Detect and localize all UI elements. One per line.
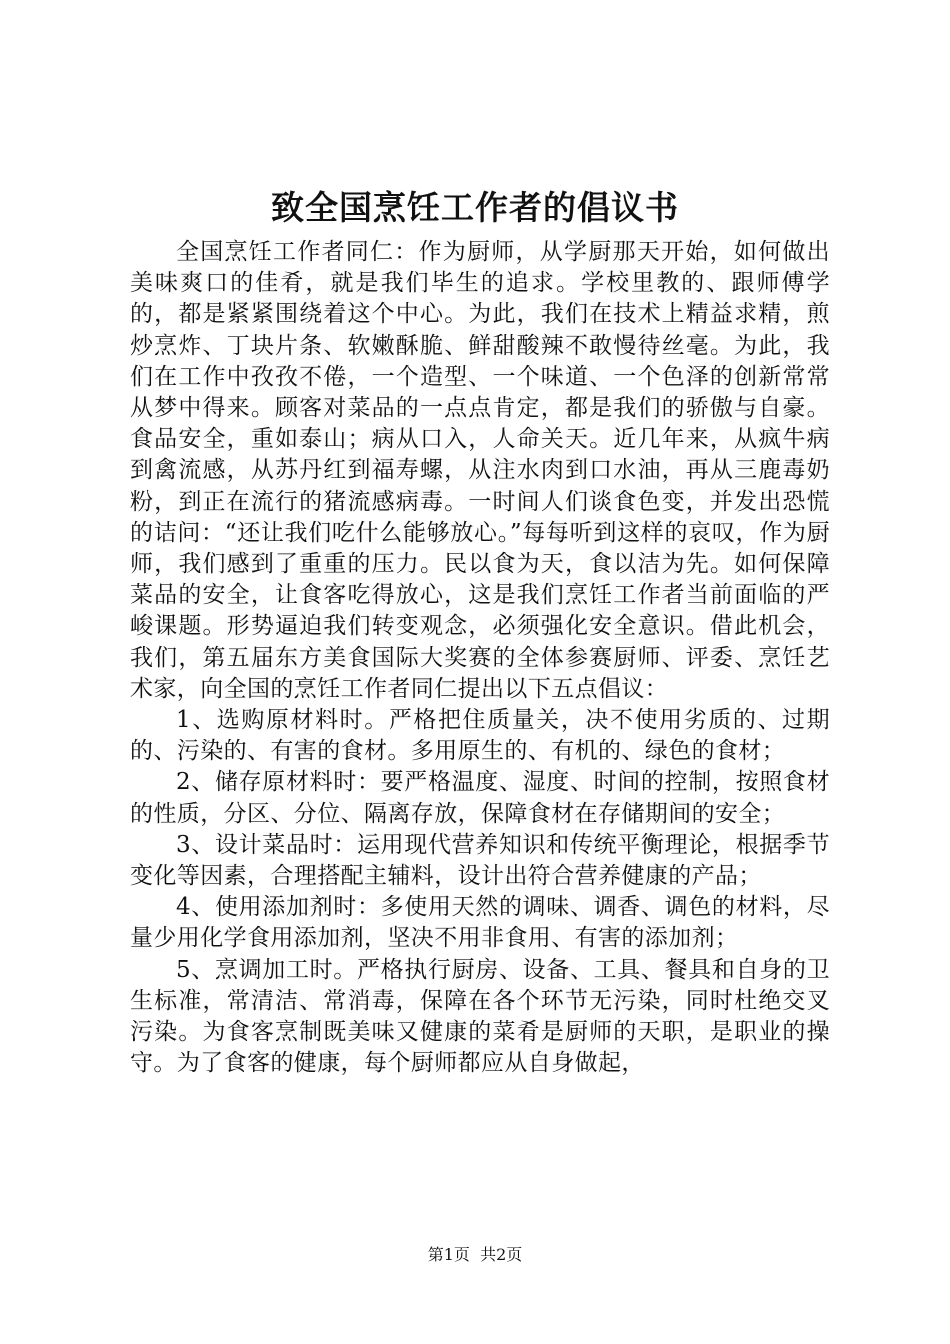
paragraph-item-3: 3、设计菜品时：运用现代营养知识和传统平衡理论，根据季节变化等因素，合理搭配主辅料，设计出符合营养健康的产品； xyxy=(130,831,830,890)
paragraph-intro: 全国烹饪工作者同仁：作为厨师，从学厨那天开始，如何做出美味爽口的佳肴，就是我们毕生的追求。学校里教的、跟师傅学的，都是紧紧围绕着这个中心。为此，我们在技术上精益求精，煎炒烹炸、丁块片条、软嫩酥脆、鲜甜酸辣不敢慢待丝毫。为此，我们在工作中孜孜不倦，一个造型、一个味道、一个色泽的创新常常从梦中得来。顾客对菜品的一点点肯定，都是我们的骄傲与自豪。食品安全，重如泰山；病从口入，人命关天。近几年来，从疯牛病到禽流感，从苏丹红到福寿螺，从注水肉到口水油，再从三鹿毒奶粉，到正在流行的猪流感病毒。一时间人们谈食色变，并发出恐慌的诘问：“还让我们吃什么能够放心。”每每听到这样的哀叹，作为厨师，我们感到了重重的压力。民以食为天，食以洁为先。如何保障菜品的安全，让食客吃得放心，这是我们烹饪工作者当前面临的严峻课题。形势逼迫我们转变观念，必须强化安全意识。借此机会，我们，第五届东方美食国际大奖赛的全体参赛厨师、评委、烹饪艺术家，向全国的烹饪工作者同仁提出以下五点倡议： xyxy=(130,239,830,702)
document-title: 致全国烹饪工作者的倡议书 xyxy=(271,188,679,227)
paragraph-item-2: 2、储存原材料时：要严格温度、湿度、时间的控制，按照食材的性质，分区、分位、隔离存放，保障食材在存储期间的安全； xyxy=(130,769,830,827)
paragraph-item-5: 5、烹调加工时。严格执行厨房、设备、工具、餐具和自身的卫生标准，常清洁、常消毒，保障在各个环节无污染，同时杜绝交叉污染。为食客烹制既美味又健康的菜肴是厨师的天职，是职业的操守。为了食客的健康，每个厨师都应从自身做起， xyxy=(130,956,830,1077)
document-body xyxy=(130,237,830,1079)
paragraph-item-4: 4、使用添加剂时：多使用天然的调味、调香、调色的材料，尽量少用化学食用添加剂，坚决不用非食用、有害的添加剂； xyxy=(130,894,830,952)
page-footer xyxy=(0,1243,950,1267)
paragraph-item-1: 1、选购原材料时。严格把住质量关，决不使用劣质的、过期的、污染的、有害的食材。多用原生的、有机的、绿色的食材； xyxy=(130,707,830,765)
page-number: 第1页 共2页 xyxy=(427,1245,523,1264)
